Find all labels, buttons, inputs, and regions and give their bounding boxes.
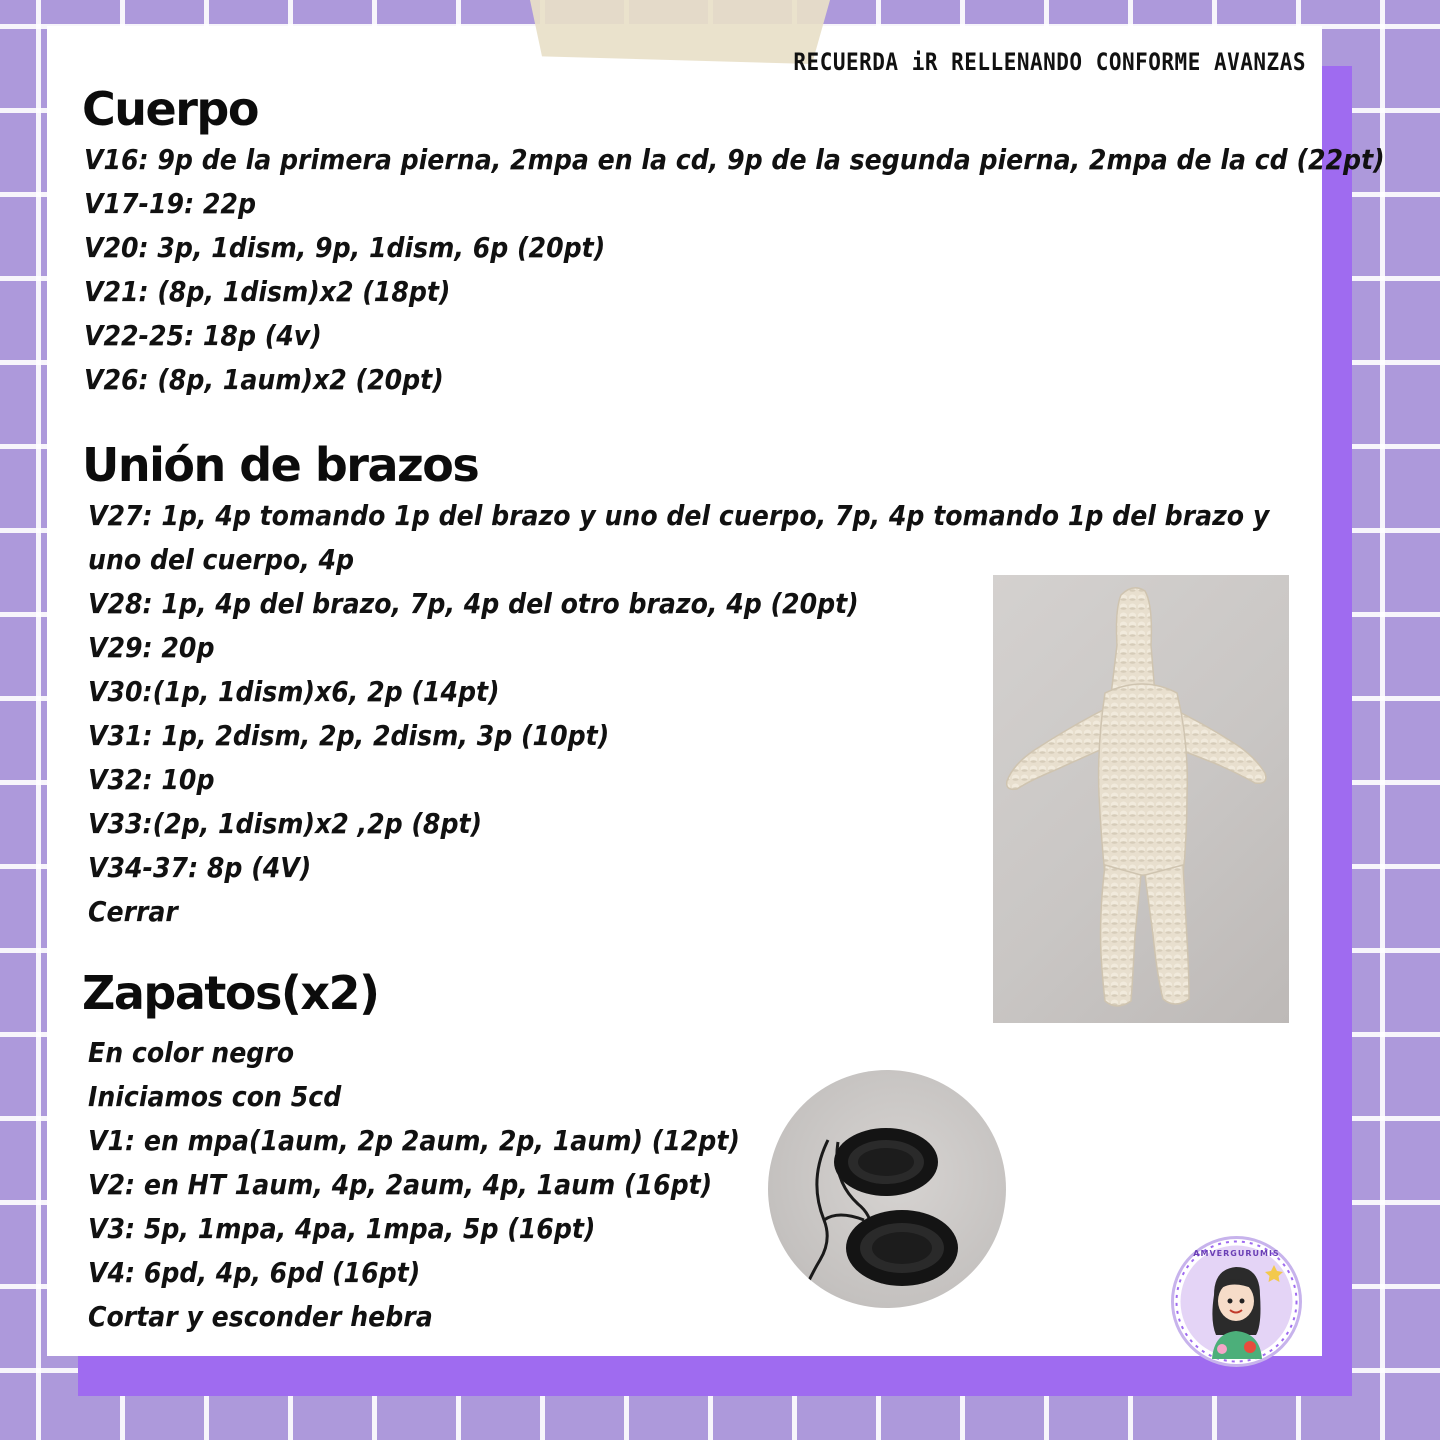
instruction-line: V33:(2p, 1dism)x2 ,2p (8pt) <box>88 807 483 840</box>
crochet-body-illustration <box>993 575 1289 1023</box>
instruction-line: V2: en HT 1aum, 4p, 2aum, 4p, 1aum (16pt) <box>88 1168 713 1201</box>
crochet-shoes-illustration <box>768 1070 1006 1308</box>
stuffing-reminder: RECUERDA iR RELLENANDO CONFORME AVANZAS <box>793 48 1306 76</box>
instruction-line: V22-25: 18p (4v) <box>84 319 322 352</box>
instruction-line: Cortar y esconder hebra <box>88 1300 433 1333</box>
brand-logo <box>1170 1235 1303 1368</box>
instruction-line: Cerrar <box>88 895 178 928</box>
instruction-line: V30:(1p, 1dism)x6, 2p (14pt) <box>88 675 500 708</box>
instruction-line: V21: (8p, 1dism)x2 (18pt) <box>84 275 451 308</box>
instruction-line: V20: 3p, 1dism, 9p, 1dism, 6p (20pt) <box>84 231 606 264</box>
crochet-shoes-photo <box>768 1070 1006 1308</box>
instruction-line: V3: 5p, 1mpa, 4pa, 1mpa, 5p (16pt) <box>88 1212 596 1245</box>
instruction-line: V26: (8p, 1aum)x2 (20pt) <box>84 363 444 396</box>
section-title-union-brazos: Unión de brazos <box>82 438 479 492</box>
zapatos-instructions <box>88 1031 740 1339</box>
instruction-line: V1: en mpa(1aum, 2p 2aum, 2p, 1aum) (12pt) <box>88 1124 740 1157</box>
section-title-cuerpo: Cuerpo <box>82 82 258 136</box>
section-title-zapatos: Zapatos(x2) <box>82 966 379 1020</box>
cuerpo-instructions <box>84 138 1385 402</box>
washi-tape <box>530 0 830 64</box>
instruction-line: V31: 1p, 2dism, 2p, 2dism, 3p (10pt) <box>88 719 610 752</box>
instruction-line: V29: 20p <box>88 631 215 664</box>
instruction-line: En color negro <box>88 1036 295 1069</box>
instruction-line: V4: 6pd, 4p, 6pd (16pt) <box>88 1256 421 1289</box>
instruction-line: V34-37: 8p (4V) <box>88 851 312 884</box>
instruction-line: V28: 1p, 4p del brazo, 7p, 4p del otro brazo, 4p (20pt) <box>88 587 859 620</box>
instruction-line: V32: 10p <box>88 763 215 796</box>
logo-brand-text: AMVERGURUMIS <box>1193 1249 1280 1258</box>
instruction-line: Iniciamos con 5cd <box>88 1080 342 1113</box>
crochet-body-photo <box>993 575 1289 1023</box>
instruction-line: V17-19: 22p <box>84 187 256 220</box>
instruction-line: V27: 1p, 4p tomando 1p del brazo y uno del cuerpo, 7p, 4p tomando 1p del brazo y uno del cuerpo, 4p <box>88 499 1270 576</box>
instruction-line: V16: 9p de la primera pierna, 2mpa en la cd, 9p de la segunda pierna, 2mpa de la cd (22pt) <box>84 143 1385 176</box>
